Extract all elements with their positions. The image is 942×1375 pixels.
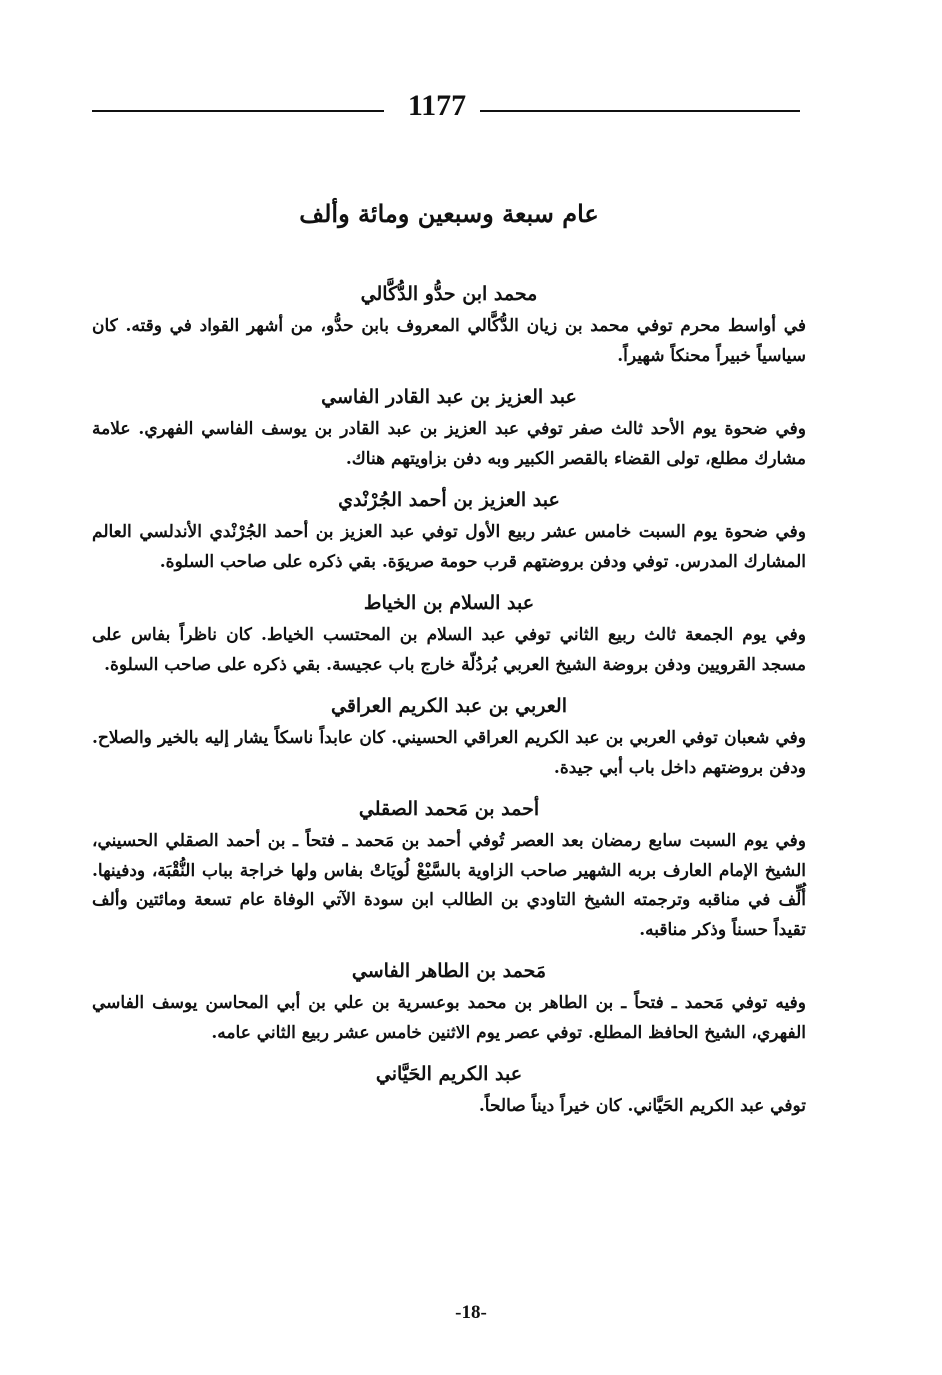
entry	[92, 587, 806, 680]
page-header	[92, 86, 800, 130]
entry-title: عبد السلام بن الخياط	[363, 592, 535, 614]
entry-text: وفي ضحوة يوم السبت خامس عشر ربيع الأول توفي عبد العزيز بن أحمد الجُرْنْدي الأندلسي العالم المشارك المدرس. توفي ودفن بروضتهم قرب حومة صريوَة. بقي ذكره على صاحب السلوة.	[92, 522, 806, 572]
entry	[92, 381, 806, 474]
entry-text: وفي شعبان توفي العربي بن عبد الكريم العراقي الحسيني. كان عابداً ناسكاً يشار إليه بالخير والصلاح. ودفن بروضتهم داخل باب أبي جيدة.	[92, 728, 806, 778]
entry-text: في أواسط محرم توفي محمد بن زيان الدُّكَّالي المعروف بابن حدُّو، من أشهر القواد في وقته. كان سياسياً خبيراً محنكاً شهيراً.	[92, 316, 806, 366]
entry-title: عبد الكريم الحَيَّاني	[375, 1063, 523, 1085]
entry	[92, 690, 806, 783]
entry-text: وفيه توفي مَحمد ـ فتحاً ـ بن الطاهر بن محمد بوعسرية بن علي بن أبي المحاسن يوسف الفاسي الفهري، الشيخ الحافظ المطلع. توفي عصر يوم الاثنين خامس عشر ربيع الثاني عامه.	[92, 993, 806, 1043]
entry-title: عبد العزيز بن أحمد الجُرْنْدي	[338, 489, 560, 511]
entry-text: وفي ضحوة يوم الأحد ثالث صفر توفي عبد العزيز بن عبد القادر بن يوسف الفاسي الفهري. علامة مشارك مطلع، تولى القضاء بالقصر الكبير وبه دفن بزاويتهم هناك.	[92, 419, 806, 469]
entry-title: مَحمد بن الطاهر الفاسي	[351, 960, 547, 982]
entry	[92, 484, 806, 577]
header-rule-right	[480, 110, 800, 112]
entry	[92, 278, 806, 371]
page-body	[92, 196, 806, 1122]
entry-title: أحمد بن مَحمد الصقلي	[358, 798, 540, 820]
entry	[92, 955, 806, 1048]
page-number: -18-	[455, 1302, 487, 1323]
entry-title: العربي بن عبد الكريم العراقي	[331, 695, 567, 717]
entry	[92, 1058, 806, 1122]
entry-title: محمد ابن حدُّو الدُّكَّالي	[360, 283, 538, 305]
entry-text: توفي عبد الكريم الحَيَّاني. كان خيراً ديناً صالحاً.	[478, 1096, 806, 1116]
year-title: عام سبعة وسبعين ومائة وألف	[299, 199, 599, 228]
entry-text: وفي يوم السبت سابع رمضان بعد العصر تُوفي أحمد بن مَحمد ـ فتحاً ـ بن أحمد الصقلي الحسيني، الشيخ الإمام العارف بربه الشهير صاحب الزاوية بالسَّبْعْ لُويَاتْ بفاس ولها خراجة بباب النُّقْبَة، ودفينها. أُلِّف في مناقبه وترجمته الشيخ التاودي بن الطالب ابن سودة الآتي الوفاة عام تسعة ومائتين وألف تقيداً حسناً وذكر مناقبه.	[92, 831, 806, 940]
year-number: 1177	[407, 89, 467, 122]
entry-title: عبد العزيز بن عبد القادر الفاسي	[321, 386, 577, 408]
entry	[92, 793, 806, 945]
header-rule-left	[92, 110, 384, 112]
entry-text: وفي يوم الجمعة ثالث ربيع الثاني توفي عبد السلام بن المحتسب الخياط. كان ناظراً بفاس على مسجد القرويين ودفن بروضة الشيخ العربي بُردُلّة خارج باب عجيسة. بقي ذكره على صاحب السلوة.	[92, 625, 806, 675]
